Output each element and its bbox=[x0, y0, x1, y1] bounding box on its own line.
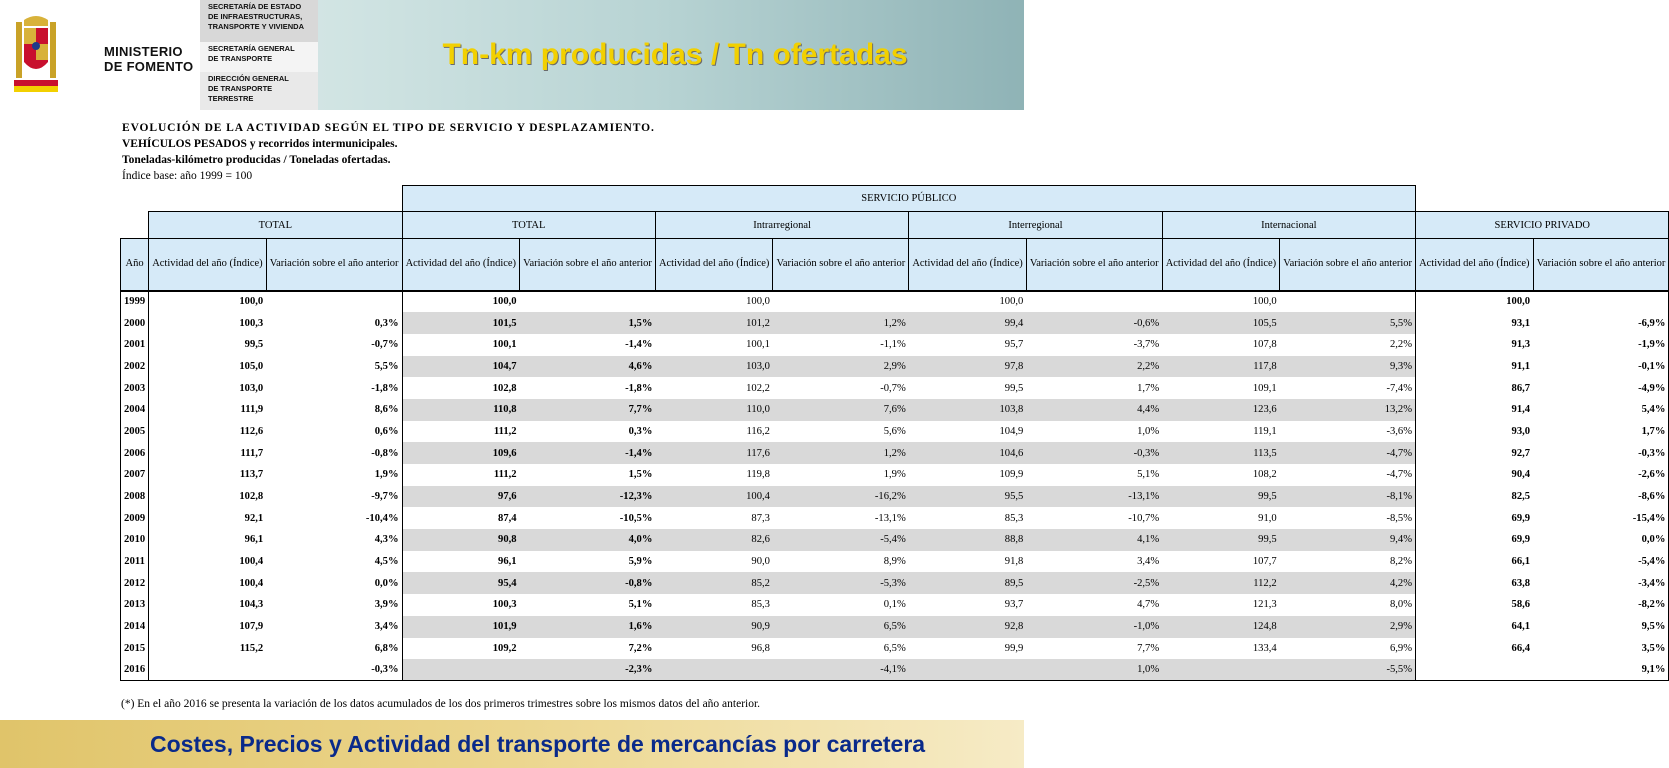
variation-cell: -4,1% bbox=[773, 659, 909, 681]
variation-cell: -0,1% bbox=[1533, 356, 1669, 378]
table-row bbox=[121, 486, 1669, 508]
activity-index-cell: 82,5 bbox=[1511, 491, 1531, 503]
variation-cell: 7,7% bbox=[520, 399, 656, 421]
activity-index-cell: 102,2 bbox=[746, 382, 770, 394]
activity-index-cell: 102,8 bbox=[239, 491, 264, 503]
table-row bbox=[121, 356, 1669, 378]
table-row bbox=[121, 312, 1669, 334]
variation-cell bbox=[1533, 291, 1669, 313]
col-label-activity: Actividad del año (Índice) bbox=[909, 239, 1027, 291]
year-header: Año bbox=[121, 239, 149, 291]
col-label-activity: Actividad del año (Índice) bbox=[149, 239, 267, 291]
activity-index-cell: 113,5 bbox=[1162, 442, 1280, 464]
table-row bbox=[121, 399, 1669, 421]
variation-cell: 4,4% bbox=[1026, 399, 1162, 421]
year-cell: 2000 bbox=[121, 312, 149, 334]
variation-cell: 5,9% bbox=[628, 556, 653, 568]
variation-cell: 6,9% bbox=[1280, 638, 1416, 660]
year-cell: 2002 bbox=[121, 356, 149, 378]
activity-index-cell: 105,0 bbox=[239, 360, 264, 372]
ministry-name: MINISTERIO DE FOMENTO bbox=[104, 44, 194, 74]
variation-cell: -13,1% bbox=[874, 512, 906, 524]
variation-cell bbox=[1280, 291, 1416, 313]
variation-cell: 5,1% bbox=[1137, 469, 1160, 481]
activity-index-cell: 100,3 bbox=[239, 317, 264, 329]
header-banner bbox=[0, 0, 1024, 110]
activity-index-cell: 95,7 bbox=[1004, 339, 1024, 351]
activity-index-cell: 100,4 bbox=[239, 577, 264, 589]
table-row bbox=[121, 638, 1669, 660]
activity-index-cell: 66,1 bbox=[1511, 556, 1531, 568]
activity-index-cell: 109,2 bbox=[402, 638, 520, 660]
variation-cell: -5,3% bbox=[773, 572, 909, 594]
activity-index-cell: 109,9 bbox=[999, 469, 1024, 481]
activity-index-cell: 100,0 bbox=[1162, 291, 1280, 313]
activity-index-cell: 110,0 bbox=[655, 399, 773, 421]
activity-index-cell: 86,7 bbox=[1511, 382, 1531, 394]
department-bar: SECRETARÍA DE ESTADO DE INFRAESTRUCTURAS, TRANSPORTE Y VIVIENDA bbox=[200, 0, 318, 42]
variation-cell: 1,6% bbox=[520, 616, 656, 638]
variation-cell: 1,7% bbox=[1533, 421, 1669, 443]
activity-index-cell: 119,8 bbox=[746, 469, 770, 481]
variation-cell: -2,3% bbox=[520, 659, 656, 681]
activity-index-cell: 123,6 bbox=[1162, 399, 1280, 421]
activity-index-cell: 100,0 bbox=[909, 291, 1027, 313]
variation-cell: -10,7% bbox=[1128, 512, 1160, 524]
activity-index-cell bbox=[655, 659, 773, 681]
activity-index-cell: 104,6 bbox=[909, 442, 1027, 464]
table-row bbox=[121, 291, 1669, 313]
variation-cell: -0,7% bbox=[371, 339, 399, 351]
variation-cell: -0,8% bbox=[371, 447, 399, 459]
activity-index-cell: 82,6 bbox=[655, 529, 773, 551]
variation-cell: -8,6% bbox=[1533, 486, 1669, 508]
variation-cell: -0,3% bbox=[1533, 442, 1669, 464]
activity-index-cell: 107,8 bbox=[1252, 339, 1277, 351]
activity-index-cell: 99,4 bbox=[909, 312, 1027, 334]
variation-cell: -13,1% bbox=[1026, 486, 1162, 508]
activity-index-cell: 90,4 bbox=[1511, 469, 1531, 481]
variation-cell: 8,9% bbox=[883, 556, 906, 568]
variation-cell: 9,4% bbox=[1280, 529, 1416, 551]
col-label-activity: Actividad del año (Índice) bbox=[655, 239, 773, 291]
variation-cell: 4,1% bbox=[1026, 529, 1162, 551]
activity-table bbox=[120, 185, 1669, 681]
variation-cell: 7,2% bbox=[628, 642, 653, 654]
variation-cell: 1,2% bbox=[773, 442, 909, 464]
year-cell: 2011 bbox=[121, 551, 149, 573]
variation-cell: 8,6% bbox=[374, 404, 399, 416]
activity-index-cell: 100,4 bbox=[655, 486, 773, 508]
variation-cell: -1,8% bbox=[625, 382, 653, 394]
variation-cell: -0,3% bbox=[1026, 442, 1162, 464]
variation-cell bbox=[266, 291, 402, 313]
year-cell: 2014 bbox=[121, 616, 149, 638]
col-group-private: SERVICIO PRIVADO bbox=[1416, 212, 1669, 239]
variation-cell: 4,7% bbox=[1137, 599, 1160, 611]
variation-cell: -0,6% bbox=[1026, 312, 1162, 334]
table-row bbox=[121, 442, 1669, 464]
col-label-variation: Variación sobre el año anterior bbox=[1026, 239, 1162, 291]
col-label-variation: Variación sobre el año anterior bbox=[1533, 239, 1669, 291]
activity-index-cell: 91,0 bbox=[1258, 512, 1277, 524]
intro-measure: Toneladas-kilómetro producidas / Toneladas ofertadas. bbox=[122, 154, 391, 166]
activity-index-cell: 99,5 bbox=[1162, 486, 1280, 508]
activity-index-cell: 97,6 bbox=[402, 486, 520, 508]
table-row bbox=[121, 616, 1669, 638]
activity-index-cell: 85,3 bbox=[1004, 512, 1024, 524]
variation-cell: 9,3% bbox=[1280, 356, 1416, 378]
col-label-variation: Variación sobre el año anterior bbox=[1280, 239, 1416, 291]
table-row bbox=[121, 594, 1669, 616]
variation-cell: -1,9% bbox=[1533, 334, 1669, 356]
activity-index-cell: 116,2 bbox=[746, 425, 770, 437]
variation-cell: 3,5% bbox=[1533, 638, 1669, 660]
variation-cell: -8,2% bbox=[1533, 594, 1669, 616]
table-row bbox=[121, 421, 1669, 443]
activity-index-cell: 97,8 bbox=[909, 356, 1027, 378]
activity-index-cell: 99,9 bbox=[1004, 642, 1024, 654]
variation-cell: 1,5% bbox=[520, 312, 656, 334]
activity-index-cell: 93,1 bbox=[1511, 317, 1531, 329]
col-group-interregional: Interregional bbox=[909, 212, 1162, 239]
activity-index-cell: 111,2 bbox=[402, 421, 520, 443]
intro-base: Índice base: año 1999 = 100 bbox=[122, 170, 253, 182]
table-row bbox=[121, 464, 1669, 486]
table-row bbox=[121, 572, 1669, 594]
intro-heading: EVOLUCIÓN DE LA ACTIVIDAD SEGÚN EL TIPO DE SERVICIO Y DESPLAZAMIENTO. bbox=[122, 122, 655, 134]
activity-index-cell: 92,8 bbox=[909, 616, 1027, 638]
variation-cell: -3,7% bbox=[1133, 339, 1160, 351]
activity-index-cell: 110,8 bbox=[402, 399, 520, 421]
activity-index-cell: 100,1 bbox=[402, 334, 520, 356]
col-label-activity: Actividad del año (Índice) bbox=[1162, 239, 1280, 291]
variation-cell: 2,2% bbox=[1280, 334, 1416, 356]
variation-cell: 0,3% bbox=[374, 317, 399, 329]
activity-index-cell: 85,3 bbox=[751, 599, 770, 611]
activity-index-cell: 100,4 bbox=[239, 556, 264, 568]
ministry-logo bbox=[0, 0, 200, 110]
variation-cell: -16,2% bbox=[773, 486, 909, 508]
activity-index-cell bbox=[149, 659, 267, 681]
variation-cell: -10,5% bbox=[619, 512, 653, 524]
activity-index-cell: 93,0 bbox=[1511, 425, 1531, 437]
coat-of-arms-icon bbox=[14, 14, 58, 94]
activity-index-cell: 91,8 bbox=[1004, 556, 1024, 568]
variation-cell: -15,4% bbox=[1533, 507, 1669, 529]
activity-index-cell: 58,6 bbox=[1511, 599, 1531, 611]
year-cell: 2015 bbox=[121, 638, 149, 660]
variation-cell: 4,2% bbox=[1280, 572, 1416, 594]
variation-cell: 3,9% bbox=[374, 599, 399, 611]
activity-index-cell: 92,1 bbox=[244, 512, 264, 524]
variation-cell: -4,7% bbox=[1280, 442, 1416, 464]
col-group-public-total: TOTAL bbox=[402, 212, 655, 239]
year-cell: 2003 bbox=[121, 377, 149, 399]
activity-index-cell: 111,9 bbox=[240, 404, 264, 416]
activity-index-cell: 90,9 bbox=[655, 616, 773, 638]
activity-index-cell: 121,3 bbox=[1252, 599, 1277, 611]
variation-cell: -0,8% bbox=[520, 572, 656, 594]
activity-index-cell: 100,0 bbox=[1416, 291, 1534, 313]
variation-cell: 9,5% bbox=[1533, 616, 1669, 638]
col-label-variation: Variación sobre el año anterior bbox=[266, 239, 402, 291]
activity-index-cell: 104,9 bbox=[999, 425, 1024, 437]
variation-cell: 0,1% bbox=[883, 599, 906, 611]
variation-cell: 2,9% bbox=[773, 356, 909, 378]
variation-cell: 1,7% bbox=[1137, 382, 1160, 394]
variation-cell: -5,4% bbox=[773, 529, 909, 551]
activity-index-cell: 99,5 bbox=[244, 339, 264, 351]
variation-cell: 0,0% bbox=[374, 577, 399, 589]
group-header-public: SERVICIO PÚBLICO bbox=[402, 186, 1416, 212]
activity-index-cell: 111,7 bbox=[240, 447, 264, 459]
activity-index-cell: 100,0 bbox=[402, 291, 520, 313]
activity-index-cell: 100,3 bbox=[402, 594, 520, 616]
year-cell: 2005 bbox=[121, 421, 149, 443]
year-cell: 2016 bbox=[121, 659, 149, 681]
activity-index-cell: 69,9 bbox=[1511, 534, 1531, 546]
variation-cell: 5,5% bbox=[1280, 312, 1416, 334]
variation-cell: 5,1% bbox=[628, 599, 653, 611]
activity-index-cell: 109,6 bbox=[402, 442, 520, 464]
activity-index-cell: 108,2 bbox=[1252, 469, 1277, 481]
variation-cell: 3,4% bbox=[1137, 556, 1160, 568]
year-cell: 2007 bbox=[121, 464, 149, 486]
activity-index-cell: 105,5 bbox=[1162, 312, 1280, 334]
activity-index-cell: 85,2 bbox=[655, 572, 773, 594]
year-cell: 2001 bbox=[121, 334, 149, 356]
year-cell: 2004 bbox=[121, 399, 149, 421]
table-row bbox=[121, 659, 1669, 681]
variation-cell: 8,0% bbox=[1280, 594, 1416, 616]
variation-cell: 13,2% bbox=[1280, 399, 1416, 421]
department-bars bbox=[200, 0, 318, 110]
activity-index-cell: 100,0 bbox=[149, 291, 267, 313]
activity-index-cell bbox=[1416, 659, 1534, 681]
activity-index-cell: 95,5 bbox=[909, 486, 1027, 508]
col-group-internacional: Internacional bbox=[1162, 212, 1415, 239]
variation-cell: 1,0% bbox=[1137, 425, 1160, 437]
variation-cell: 7,7% bbox=[1137, 642, 1160, 654]
variation-cell: -7,4% bbox=[1280, 377, 1416, 399]
variation-cell: -2,6% bbox=[1533, 464, 1669, 486]
year-cell: 2009 bbox=[121, 507, 149, 529]
activity-index-cell: 104,3 bbox=[239, 599, 264, 611]
year-cell: 2012 bbox=[121, 572, 149, 594]
activity-index-cell: 133,4 bbox=[1252, 642, 1277, 654]
activity-index-cell: 101,5 bbox=[402, 312, 520, 334]
activity-index-cell: 109,1 bbox=[1252, 382, 1277, 394]
activity-index-cell: 63,8 bbox=[1511, 577, 1531, 589]
footer-banner bbox=[0, 720, 1024, 768]
footer-title: Costes, Precios y Actividad del transporte de mercancías por carretera bbox=[150, 731, 926, 757]
variation-cell: -1,1% bbox=[880, 339, 906, 351]
activity-index-cell: 101,2 bbox=[655, 312, 773, 334]
variation-cell: 3,4% bbox=[374, 621, 399, 633]
intro-subheading: VEHÍCULOS PESADOS y recorridos intermunicipales. bbox=[122, 138, 398, 150]
variation-cell: 4,6% bbox=[520, 356, 656, 378]
table-row bbox=[121, 377, 1669, 399]
col-label-variation: Variación sobre el año anterior bbox=[520, 239, 656, 291]
variation-cell: -1,8% bbox=[371, 382, 399, 394]
activity-index-cell: 117,6 bbox=[655, 442, 773, 464]
variation-cell: -5,5% bbox=[1280, 659, 1416, 681]
variation-cell: -6,9% bbox=[1533, 312, 1669, 334]
activity-index-cell: 100,0 bbox=[655, 291, 773, 313]
activity-index-cell: 90,8 bbox=[402, 529, 520, 551]
variation-cell: 5,6% bbox=[883, 425, 906, 437]
year-cell: 2006 bbox=[121, 442, 149, 464]
variation-cell: 1,9% bbox=[374, 469, 399, 481]
variation-cell: 2,9% bbox=[1280, 616, 1416, 638]
variation-cell: 5,4% bbox=[1533, 399, 1669, 421]
activity-index-cell: 124,8 bbox=[1162, 616, 1280, 638]
variation-cell: 5,5% bbox=[374, 360, 399, 372]
variation-cell: 4,3% bbox=[374, 534, 399, 546]
year-cell: 2010 bbox=[121, 529, 149, 551]
variation-cell: 1,9% bbox=[883, 469, 906, 481]
table-row bbox=[121, 507, 1669, 529]
variation-cell: -4,9% bbox=[1533, 377, 1669, 399]
activity-index-cell bbox=[1162, 659, 1280, 681]
activity-index-cell: 90,0 bbox=[751, 556, 770, 568]
activity-index-cell: 107,9 bbox=[239, 621, 264, 633]
variation-cell: -1,0% bbox=[1026, 616, 1162, 638]
activity-index-cell: 111,2 bbox=[402, 464, 520, 486]
variation-cell: 1,2% bbox=[773, 312, 909, 334]
variation-cell: 8,2% bbox=[1280, 551, 1416, 573]
variation-cell: -12,3% bbox=[520, 486, 656, 508]
variation-cell: -2,5% bbox=[1026, 572, 1162, 594]
activity-index-cell: 104,7 bbox=[402, 356, 520, 378]
activity-index-cell: 112,6 bbox=[239, 425, 264, 437]
variation-cell: -8,5% bbox=[1280, 507, 1416, 529]
year-cell: 2013 bbox=[121, 594, 149, 616]
activity-index-cell bbox=[402, 659, 520, 681]
activity-index-cell: 91,4 bbox=[1511, 404, 1531, 416]
variation-cell bbox=[773, 291, 909, 313]
activity-index-cell: 93,7 bbox=[1004, 599, 1024, 611]
activity-index-cell: 95,4 bbox=[402, 572, 520, 594]
activity-index-cell: 103,8 bbox=[909, 399, 1027, 421]
variation-cell: 9,1% bbox=[1533, 659, 1669, 681]
variation-cell: -4,7% bbox=[1280, 464, 1416, 486]
activity-index-cell: 117,8 bbox=[1162, 356, 1280, 378]
activity-index-cell: 103,0 bbox=[239, 382, 264, 394]
activity-index-cell: 99,5 bbox=[1004, 382, 1024, 394]
variation-cell: 1,0% bbox=[1026, 659, 1162, 681]
activity-index-cell: 66,4 bbox=[1511, 642, 1531, 654]
activity-index-cell: 96,1 bbox=[244, 534, 264, 546]
activity-index-cell: 89,5 bbox=[909, 572, 1027, 594]
col-group-total: TOTAL bbox=[149, 212, 402, 239]
variation-cell bbox=[520, 291, 656, 313]
activity-index-cell bbox=[909, 659, 1027, 681]
activity-index-cell: 102,8 bbox=[402, 377, 520, 399]
variation-cell: 7,6% bbox=[773, 399, 909, 421]
table-row bbox=[121, 551, 1669, 573]
variation-cell: 1,5% bbox=[628, 469, 653, 481]
activity-index-cell: 103,0 bbox=[655, 356, 773, 378]
col-label-activity: Actividad del año (Índice) bbox=[402, 239, 520, 291]
variation-cell: -8,1% bbox=[1280, 486, 1416, 508]
activity-index-cell: 64,1 bbox=[1511, 621, 1531, 633]
variation-cell: -9,7% bbox=[371, 491, 399, 503]
activity-index-cell: 87,4 bbox=[402, 507, 520, 529]
variation-cell: -0,3% bbox=[266, 659, 402, 681]
activity-index-cell: 115,2 bbox=[239, 642, 264, 654]
activity-index-cell: 101,9 bbox=[402, 616, 520, 638]
activity-index-cell: 87,3 bbox=[751, 512, 770, 524]
variation-cell: -1,4% bbox=[625, 339, 653, 351]
activity-index-cell: 96,1 bbox=[402, 551, 520, 573]
activity-index-cell: 100,1 bbox=[746, 339, 770, 351]
activity-index-cell: 92,7 bbox=[1511, 447, 1531, 459]
variation-cell: -3,6% bbox=[1280, 421, 1416, 443]
activity-index-cell: 96,8 bbox=[751, 642, 770, 654]
activity-index-cell: 113,7 bbox=[239, 469, 264, 481]
variation-cell bbox=[1026, 291, 1162, 313]
activity-index-cell: 69,9 bbox=[1511, 512, 1531, 524]
col-label-variation: Variación sobre el año anterior bbox=[773, 239, 909, 291]
department-bar: DIRECCIÓN GENERAL DE TRANSPORTE TERRESTRE bbox=[200, 72, 318, 110]
activity-index-cell: 112,2 bbox=[1162, 572, 1280, 594]
activity-index-cell: 99,5 bbox=[1162, 529, 1280, 551]
variation-cell: 6,8% bbox=[374, 642, 399, 654]
variation-cell: 0,6% bbox=[374, 425, 399, 437]
year-cell: 1999 bbox=[121, 291, 149, 313]
col-label-activity: Actividad del año (Índice) bbox=[1416, 239, 1534, 291]
department-bar: SECRETARÍA GENERAL DE TRANSPORTE bbox=[200, 42, 318, 72]
variation-cell: -10,4% bbox=[365, 512, 399, 524]
table-row bbox=[121, 334, 1669, 356]
activity-index-cell: 91,1 bbox=[1511, 360, 1531, 372]
table-row bbox=[121, 529, 1669, 551]
variation-cell: -1,4% bbox=[520, 442, 656, 464]
variation-cell: -3,4% bbox=[1533, 572, 1669, 594]
year-cell: 2008 bbox=[121, 486, 149, 508]
slide-title: Tn-km producidas / Tn ofertadas bbox=[442, 38, 908, 71]
activity-index-cell: 91,3 bbox=[1511, 339, 1531, 351]
variation-cell: -5,4% bbox=[1533, 551, 1669, 573]
variation-cell: 6,5% bbox=[773, 616, 909, 638]
variation-cell: 0,3% bbox=[628, 425, 653, 437]
activity-index-cell: 119,1 bbox=[1253, 425, 1277, 437]
activity-index-cell: 88,8 bbox=[909, 529, 1027, 551]
table-intro bbox=[122, 120, 655, 184]
variation-cell: 4,0% bbox=[520, 529, 656, 551]
activity-index-cell: 107,7 bbox=[1252, 556, 1277, 568]
col-group-intrarregional: Intrarregional bbox=[655, 212, 908, 239]
variation-cell: 0,0% bbox=[1533, 529, 1669, 551]
footnote: (*) En el año 2016 se presenta la variación de los datos acumulados de los dos primeros trimestres sobre los mismos datos del año anterior. bbox=[121, 698, 761, 710]
variation-cell: 6,5% bbox=[883, 642, 906, 654]
variation-cell: 2,2% bbox=[1026, 356, 1162, 378]
slide-content bbox=[0, 110, 1666, 720]
variation-cell: -0,7% bbox=[880, 382, 906, 394]
variation-cell: 4,5% bbox=[374, 556, 399, 568]
